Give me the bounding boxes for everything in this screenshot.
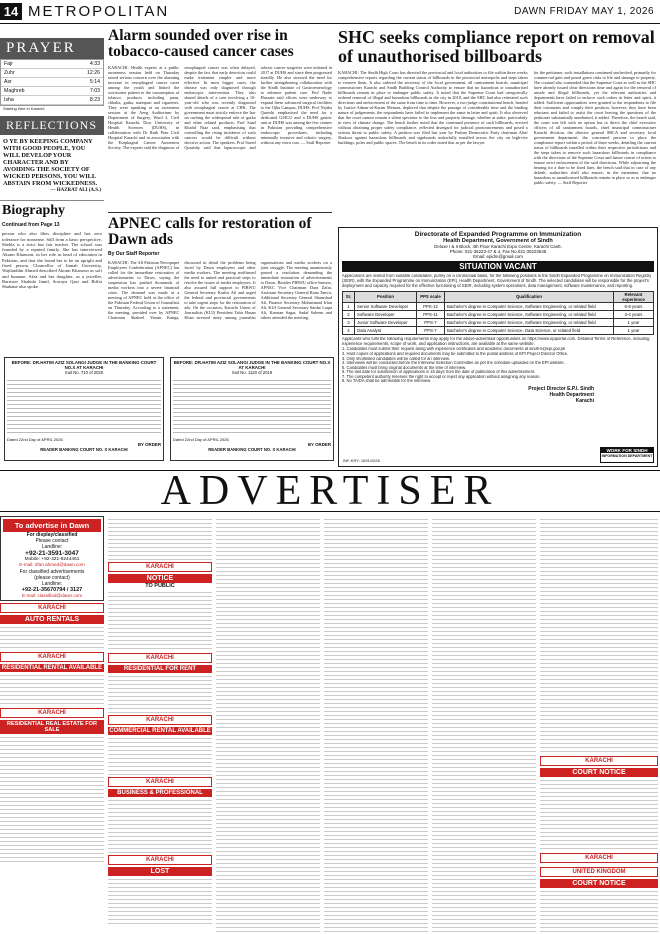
advertise-phone[interactable]: +92-21-35670794 / 3127 (21, 587, 83, 593)
badge-top: WORK FOR SINDH (601, 448, 653, 453)
signatory-name: Project Director E.P.I. Sindh (528, 386, 594, 393)
page-number: 14 (0, 3, 22, 20)
prayer-name: Zuhr (4, 70, 15, 76)
article-apnec-body: KARACHI: The All Pakistan Newspaper Employees Confederation (APNEC) has called for the immediate restoration of advertisements to Dawn, saying the suspension has pushed thousands of media workers into a severe financial crisis. The demand was made at a meeting of APNEC held at the office of the Pakistan Federal Union of Journalists on Thursday. According to a statement, the meeting, presided over by APNEC Chairman Shakeel Yamin Kanga, discussed in detail the problems being faced by Dawn employees and other media workers. The meeting reaffirmed the need to united and practical steps to resolve the issues of media employees. It also assured full support to PIBWU General Secretary Kashir Ali and urged the federal and provincial governments to take urgent steps for the restoration of ads. On the occasion, Karachi Union of Journalists (KUJ) President Tahir Hasan Khan stressed unity among journalist organisations and media workers on a joint struggle. The meeting unanimously passed a resolution demanding the immediate restoration of advertisements to Dawn. Besides PIBWU office-bearers, APNEC Vice Chairman Dara Zafar, Assistant Secretary General Rana Tanvir, Additional Secretary General Shamshad Ali, Finance Secretary Mohammad Irfan Ali, KUJ General Secretary Sardar Laqat Ali, Kamran Sagar, Sadaf Saleem and others attended the meeting. (108, 259, 332, 320)
cell: Bachelor's degree in Computer Science, Software Engineering, or related field (444, 310, 613, 318)
advertiser-title: ADVERTISER (160, 468, 500, 514)
category-karachi: KARACHI (0, 652, 104, 662)
category-commercial-rental: COMMERCIAL RENTAL AVAILABLE (109, 728, 211, 734)
court-notice-left (4, 357, 164, 461)
classified-col-4 (324, 516, 428, 932)
advertise-email[interactable]: E-mail: classified@dawn.com (21, 593, 83, 598)
signatory-city: Karachi (575, 398, 594, 405)
article-shc-body-col1: KARACHI: The Sindh High Court has directed the provincial and local authorities to file within three weeks comprehensive reports regarding the current status of billboards in the provincial metropolis and steps taken to remove them. It also ordered the secretary of the local government, all cantonment boards, municipal commissioner Karachi and Sindh Building Control Authority to ensure that no hazardous or unauthorised billboards remain in place to endanger public safety. It noted that the Supreme Court had categorically ordered removal of illegal and hazardous billboards in the city in 2018, and the SHC had also reiterated such directions and enforcement of the same from time to time. However, a two-judge constitutional bench, headed by Justice Adnan-ul-Karim Memon, deplored that despite the passage of considerable time and the binding nature of judgements, the respondents have failed to implement the same in letter and spirit. It also observed that the court cannot remain a silent spectator to the loss and property damage, whether at stake, particularly in view of climate change. The bench further noted that the continued presence of such billboards, erected without obtaining proper safety compliance, reflected disregard for judicial pronouncements and posed a serious threat to public safety. A petition was filed last year by Pasban Democratic Party chairman Altaf Shakoor against hazardous billboards and signboards unlawfully installed across the city on high-rise buildings, poles and public spaces. The bench in its order noted that as per the lawyer (338, 69, 528, 145)
advertise-line: Landline: (41, 581, 63, 587)
category-notice-sub: TO PUBLIC (145, 583, 175, 589)
advertise-line: Please contact (35, 538, 69, 544)
classified-listing (108, 516, 212, 560)
court-notice-date: Dated 22nd Day of APRIL 2026 (173, 437, 229, 442)
prayer-time: 5:14 (89, 79, 100, 85)
prayer-note: Starting time in Karachi (3, 106, 45, 111)
condition: 2. Hard copies of applications and required documents may be submitted to the postal address of EPI Project Director Office. (342, 351, 569, 356)
advertise-line: Landline: (41, 544, 63, 550)
cell: 6-8 years (614, 302, 654, 310)
cell: 2 (343, 310, 355, 318)
ad-conditions (342, 347, 654, 384)
prayer-header: PRAYER (0, 38, 104, 59)
ad-banner: SITUATION VACANT (342, 261, 654, 272)
cell: 1 year (614, 318, 654, 326)
cell: 4 (343, 326, 355, 334)
category-real-estate: RESIDENTIAL REAL ESTATE FOR SALE (0, 720, 104, 734)
court-notice-body (7, 377, 161, 435)
biography-title: Biography (2, 203, 66, 219)
article-shc (338, 28, 656, 224)
condition: 7. The competent authority reserves the right to accept or reject any application without assigning any reason. (342, 374, 541, 379)
ad-intro: Applications are invited from suitable candidates, purely on a contractual basis, for the following positions in the Sindh Expanded Programme on Immunization Registry (SEIR), with the Expanded Programme on Immunization (EPI), Health Department, Government of Sindh. The selected candidates will be responsible for the project's deployment and capacity required for the effective functioning of SEIR, including system operations, data management, software maintenance, and reporting. (342, 274, 652, 288)
cell: Junior Software Developer (355, 318, 417, 326)
category-karachi: KARACHI (540, 756, 658, 766)
cell: PPS-12 (416, 302, 444, 310)
category-auto-rentals: AUTO RENTALS (0, 615, 104, 624)
advertise-email[interactable]: E-mail: irfan.ahmed@dawn.com (19, 562, 85, 567)
table-row (343, 302, 654, 310)
cell: Software Developer (355, 310, 417, 318)
category-karachi: KARACHI (540, 853, 658, 863)
prayer-time: 8:23 (89, 97, 100, 103)
ad-email: Email: epidm@gmail.com (473, 254, 523, 259)
col-header: Sr. (343, 291, 355, 302)
ad-signatory (342, 386, 654, 404)
category-lost: LOST (108, 867, 212, 876)
classified-listing (108, 589, 212, 651)
prayer-name: Maghreb (4, 88, 25, 94)
prayer-row (1, 96, 103, 105)
court-notice-footer: READER BANKING COURT NO. X KARACHI (208, 447, 296, 452)
court-notice-title: BEFORE: DR.HATIM AZIZ SOLANGI JUDGE IN THE BANKING COURT NO.X AT KARACHI (173, 360, 331, 370)
classified-listing (108, 673, 212, 713)
cell: Data Analyst (355, 326, 417, 334)
article-apnec (108, 212, 332, 357)
classified-col-6 (540, 516, 658, 932)
court-notice-footer: READER BANKING COURT NO. X KARACHI (40, 447, 128, 452)
article-apnec-headline: APNEC calls for restoration of Dawn ads (108, 215, 312, 249)
classified-listing (108, 797, 212, 853)
court-notice-date: Dated 22nd Day of APRIL 2026 (7, 437, 63, 442)
prayer-table (0, 59, 104, 106)
court-suit-number: Suit No. 1120 of 2019 (231, 370, 273, 375)
advertise-line: For display/classified (26, 532, 78, 538)
advertise-box-title: To advertise in Dawn (3, 519, 101, 532)
cell: PPS-7 (416, 326, 444, 334)
classified-listing (108, 876, 212, 926)
cell: Bachelor's degree in Computer Science, Data Science, or related field (444, 326, 613, 334)
category-karachi: KARACHI (108, 653, 212, 663)
prayer-time: 4:33 (89, 61, 100, 67)
table-row (343, 318, 654, 326)
cell: 1 (343, 302, 355, 310)
classified-listing (540, 516, 658, 754)
classified-listing (0, 672, 104, 706)
category-karachi: KARACHI (108, 777, 212, 787)
court-notice-title: BEFORE: DR.HATIM AZIZ SOLANGI JUDGE IN THE BANKING COURT NO.X AT KARACHI (11, 360, 157, 370)
article-apnec-byline: By Our Staff Reporter (108, 250, 160, 257)
ad-ref: INF-KRY: 1691/2026 (343, 458, 380, 463)
left-sidebar (0, 26, 104, 313)
court-suit-number: Suit No. 710 of 2020 (64, 370, 104, 375)
classified-col-5 (432, 516, 536, 932)
article-shc-body-col2: for the petitioner, such installations continued unchecked, primarily for commercial gain and posed grave risks to life and damage to property. The counsel also contended that the Supreme Court as well as the SHC have already issued clear directions time and again for the removal of unsafe and illegal billboards, yet the relevant authorities and departments have failed to enforce such orders in letter and spirit, it added. Sufficient opportunities were granted to the respondents to file their comments and comply their position, however, they have been reluctant and failed to assist the court leaving the questions of the petitioner substantially unrebutted, it added. Therefore, the bench said, the court was left with no option but to direct the chief executive officers of all cantonment boards, chief municipal commissioner Karachi division, the director general SBCA and secretary local government department, the concerned persons to place the compliance report within a period of three weeks, detailing the current status of billboards installed within their respective jurisdictions and the steps taken to remove such hazardous billboards in compliance with the directions of the Supreme Court and future course of action to ensure strict enforcement of the said directions. While adjourning the hearing for a date to be fixed later, the bench said that in case of any default, authorities shall also ensure, in the meantime, that no hazardous or unauthorised billboards remain in place so as to endanger public safety. — Staff Reporter (533, 69, 656, 185)
ad-title: Directorate of Expanded Programme on Immunization (414, 231, 582, 238)
advertiser-banner (0, 470, 660, 512)
ad-phone: Phone: 021-35223-47 & 4, Fax No.021-35223645 (449, 249, 547, 254)
prayer-name: Isha (4, 97, 14, 103)
col-header: Relevant experience (614, 291, 654, 302)
article-tobacco (108, 28, 332, 237)
condition: 6. The last date for submission of applications is 15 days from the date of publication of this advertisement. (342, 370, 536, 375)
condition: 4. Interviews will be conducted before the Interview Selection Committee as per the schedule uploaded on the EPI website. (342, 361, 565, 366)
category-residential-rental: RESIDENTIAL RENTAL AVAILABLE (1, 665, 103, 671)
classified-listing (540, 777, 658, 851)
table-row (343, 310, 654, 318)
reflections-header: REFLECTIONS (0, 116, 104, 135)
section-title: METROPOLITAN (28, 3, 170, 20)
court-notice-order: BY ORDER (137, 442, 161, 447)
table-row (343, 326, 654, 334)
prayer-row (1, 60, 103, 69)
prayer-time: 7:03 (89, 88, 100, 94)
condition: 5. Candidates must bring original documents at the time of interview. (342, 365, 467, 370)
advertise-mobile[interactable]: Mobile: +92-321-8244461 (24, 557, 80, 562)
cell: 3 (343, 318, 355, 326)
classified-col-2 (108, 516, 212, 932)
classified-listing (108, 735, 212, 775)
cell: PPS-11 (416, 310, 444, 318)
court-notice-body (173, 377, 331, 435)
condition: 1. Candidates must submit their request along with experience certificates and academic documents at sindh-ti@epi.gov.pk (342, 347, 565, 352)
govt-job-ad (338, 227, 658, 467)
dateline: DAWN FRIDAY MAY 1, 2026 (514, 6, 654, 17)
ad-positions-table (342, 291, 654, 335)
prayer-name: Asr (4, 79, 12, 85)
court-notice-order: BY ORDER (307, 442, 331, 447)
classified-col-3 (216, 516, 320, 932)
condition: 3. Only shortlisted candidates will be called for an interview. (342, 356, 450, 361)
advertise-line: (please contact) (34, 575, 70, 581)
article-shc-headline: SHC seeks compliance report on removal of unauthorised billboards (338, 27, 655, 66)
advertise-line: For classified advertisements (19, 569, 85, 575)
court-notice-right (170, 357, 334, 461)
article-tobacco-headline: Alarm sounded over rise in tobacco-caused cancer cases (108, 27, 294, 61)
prayer-row (1, 69, 103, 78)
biography-body: person who also likes discipline and has zero tolerance for nonsense. Still from a basic perspective, Shehla is a strict but fair teacher. The school was founded by a reputed family. She has interviewed Akram Khanoon, in her role as head of education in Pakistan, and that she found her to be an upright and fixed person. Chancellor of Jinnah University, Wajihuddin Ahmed described Akram Khanoon as soft and humane. Afza and her daughter, as a jeweller, Barrister Shahida Jamil, Sorraya Qazi and Riffat Shabana also spoke. (2, 231, 102, 290)
prayer-time: 12:26 (87, 70, 100, 76)
col-header: Qualification (444, 291, 613, 302)
masthead (0, 0, 660, 24)
advertise-box (0, 516, 104, 601)
classified-listing (0, 624, 104, 650)
category-residential-for-rent: RESIDENTIAL FOR RENT (108, 665, 212, 673)
category-notice: NOTICE (108, 574, 212, 583)
category-court-notice: COURT NOTICE (540, 768, 658, 777)
cell: Bachelor's degree in Computer Science, Software Engineering, or related field (444, 302, 613, 310)
category-united-kingdom: UNITED KINGDOM (540, 867, 658, 877)
prayer-name: Fajr (4, 61, 13, 67)
reflections-quote: O YE BY KEEPING COMPANY WITH GOOD PEOPLE, YOU WILL DEVELOP YOUR CHARACTER AND BY AVOIDING THE SOCIETY OF WICKED PERSONS, YOU WILL ABSTAIN FROM WICKEDNESS. (3, 138, 98, 188)
category-karachi: KARACHI (108, 562, 212, 572)
cell: Bachelor's degree in Computer Science, Software Engineering, or related field (444, 318, 613, 326)
classified-listing (0, 734, 104, 864)
col-header: Position (355, 291, 417, 302)
article-tobacco-body: KARACHI: Health experts at a public awareness session held on Thursday raised serious concern over the alarming increase in oesophageal cancer cases among the youth and linked the worrisome pattern to the consumption of tobacco products including paan, chhalia, gutka, mainpuri and cigarettes. They were speaking at an awareness session at the Aeeg Auditorium by Department of Surgery, Ward 3, Civil Hospital Karachi, Dow University of Health Sciences (DUHS), in collaboration with Dr Ruth Pfau Civil Hospital Karachi and in association with the Esophageal Cancer Awareness Society. The experts said the diagnosis of oesophageal cancer was often delayed, despite the fact that early detection could make treatment simpler and more effective. In most bigger cases, the disease was only diagnosed through endoscopic intervention. They also shared details of a case involving a 10-year-old who was recently diagnosed with oesophageal cancer at CHK. The government must strictly enforce the law on curbing the widespread sale of gutka and other related products, Prof Saad Khalid Niaz said, emphasising that controlling the rising incidence of such cancers would be difficult without decisive action. The speakers, Prof Saeed Quraishy said that laparoscopic and robotic cancer surgeries were initiated in 2017 at DUHS and since then progressed steadily. He also stressed the need for further strengthening collaboration with the Sindh Institute of Gastroenterology to enhance patient care. Prof Nadir Hussain said efforts were underway to expand these advanced surgical facilities to the Ojha Campus, DUHS. Prof Najiba Qureshi emphasised the need for a dedicated GI/ICU and a DUHS gastric unit at DUHS was among the few centres in Pakistan providing comprehensive endoscopic procedures, including minimally invasive and robotic surgery, without any extra cost. — Staff Reporter (108, 64, 332, 150)
category-karachi: KARACHI (108, 715, 212, 725)
cell: PPS-7 (416, 318, 444, 326)
category-business: BUSINESS & PROFESSIONAL (108, 789, 212, 797)
badge-bottom: INFORMATION DEPARTMENT (601, 454, 653, 458)
sindh-info-badge (600, 447, 654, 463)
advertise-phone[interactable]: +92-21-3591-3047 (25, 550, 79, 557)
classified-listing (540, 888, 658, 932)
reflections-attribution: — HAZRAT ALI (A.S.) (50, 188, 101, 194)
signatory-dept: Health Department (549, 392, 594, 399)
category-karachi: KARACHI (0, 708, 104, 718)
cell: 1 year (614, 326, 654, 334)
biography-continued: Continued from Page 13 (2, 222, 60, 229)
ad-address: Deluxe I & II Block, 4th Floor Karachi Expo Centre, Karachi Cantt. (434, 244, 562, 249)
category-court-notice: COURT NOTICE (540, 879, 658, 888)
category-karachi: KARACHI (0, 603, 104, 613)
col-header: PPS scale (416, 291, 444, 302)
prayer-row (1, 78, 103, 87)
cell: 3-4 years (614, 310, 654, 318)
ad-dept: Health Department, Government of Sindh (443, 238, 553, 244)
classified-col-1 (0, 516, 104, 932)
cell: Senior Software Developer (355, 302, 417, 310)
prayer-row (1, 87, 103, 96)
ad-terms: Applicants who fulfil the following requirements may apply for the above-advertised opportunities on https://www.epiportal.com. Detailed Terms of Reference, including experience requirements, scope of work, and application instructions, are available at the same website. (342, 336, 650, 346)
category-karachi: KARACHI (108, 855, 212, 865)
condition: 8. No TA/DA shall be admissible for the interview. (342, 379, 432, 384)
